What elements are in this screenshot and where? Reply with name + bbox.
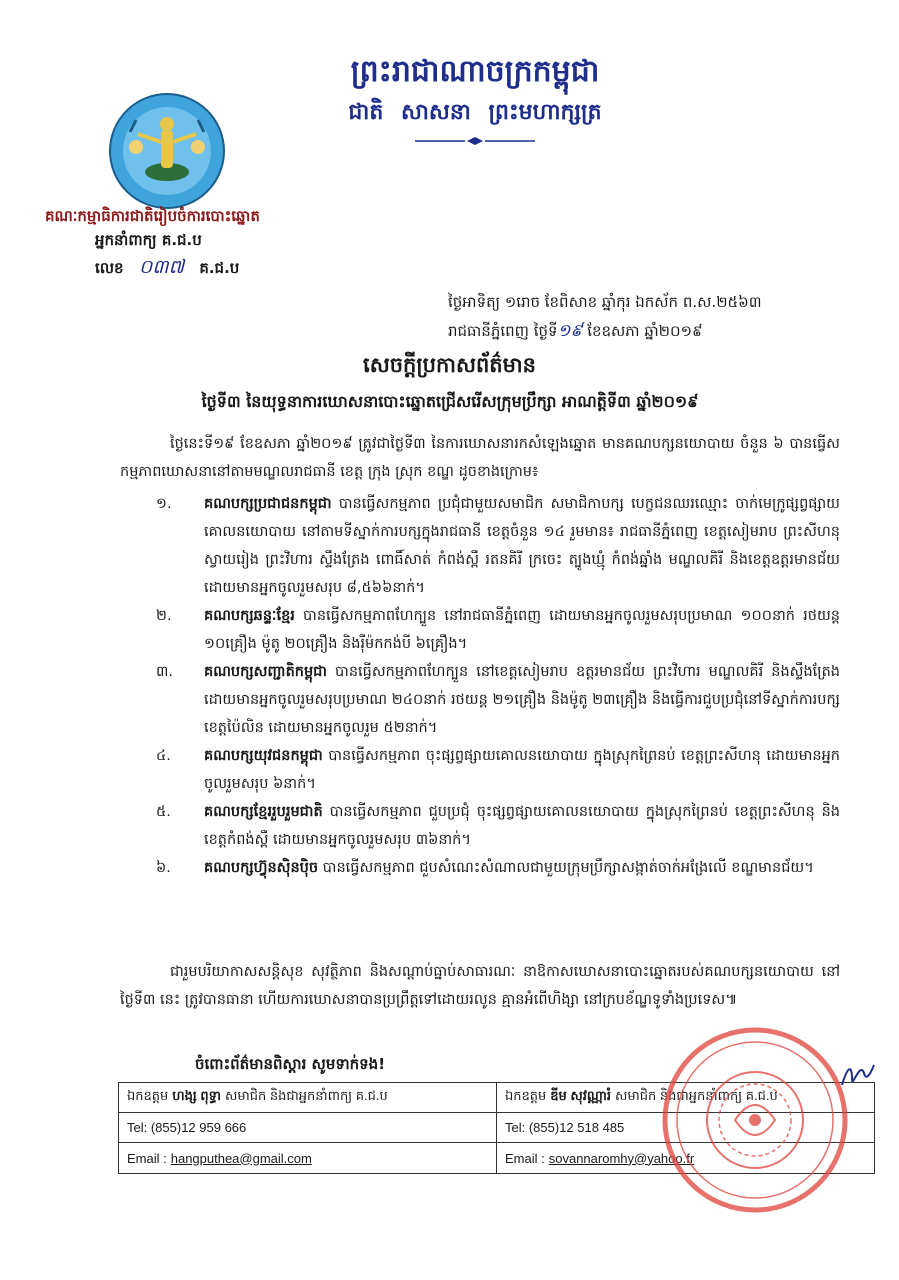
- list-item: ៥. គណបក្សខ្មែររួបរួមជាតិ បានធ្វើសកម្មភាព ជួបប្រជុំ ចុះផ្សព្វផ្សាយគោលនយោបាយ ក្នុងស្រុកព្រៃនប់ ខេត្តព្រះសីហនុ និងខេត្តកំពង់ស្ពឺ ដោយមានអ្នកចូលរួមសរុប ៣៦នាក់។: [156, 804, 840, 848]
- party-activity-list: [120, 490, 840, 882]
- ref-suffix: គ.ជ.ប: [199, 259, 240, 277]
- contact-card: [119, 1083, 497, 1173]
- contact-call-to-action: ចំពោះព័ត៌មានពិស្តារ សូមទាក់ទង!: [195, 1055, 386, 1073]
- contact-email-row: Email : sovannaromhy@yahoo.fr: [505, 1150, 695, 1166]
- intro-paragraph: ថ្ងៃនេះទី១៩ ខែឧសភា ឆ្នាំ២០១៩ ត្រូវជាថ្ងៃទី៣ នៃការឃោសនារកសំឡេងឆ្នោត មានគណបក្សនយោបាយ ចំនួន ៦ បានធ្វើសកម្មភាពឃោសនានៅតាមមណ្ឌលរាជធានី ខេត្ត ក្រុង ស្រុក ខណ្ឌ ដូចខាងក្រោម៖: [120, 436, 840, 480]
- spokesperson-label: អ្នកនាំពាក្យ គ.ជ.ប: [95, 231, 202, 249]
- document-subtitle: ថ្ងៃទី៣ នៃយុទ្ធនាការឃោសនាបោះឆ្នោតជ្រើសរើសក្រុមប្រឹក្សា អាណត្តិទី៣ ឆ្នាំ២០១៩: [201, 392, 699, 411]
- list-item: ៦. គណបក្សហ៊្វុនស៊ិនប៉ិច បានធ្វើសកម្មភាព ជួបសំណេះសំណាលជាមួយក្រុមប្រឹក្សាសង្កាត់ចាក់អង្រែលើ ខណ្ឌមានជ័យ។: [156, 860, 814, 876]
- motto-heading: ជាតិ សាសនា ព្រះមហាក្សត្រ: [348, 99, 602, 125]
- contact-email-link[interactable]: hangputhea@gmail.com: [170, 1150, 312, 1166]
- contact-tel: Tel: (855)12 959 666: [119, 1113, 496, 1143]
- list-item: ២. គណបក្សឆន្ទៈខ្មែរ បានធ្វើសកម្មភាពហែក្បួន នៅរាជធានីភ្នំពេញ ដោយមានអ្នកចូលរួមសរុបប្រមាណ ១០០នាក់ រថយន្ត ១០គ្រឿង ម៉ូតូ ២០គ្រឿង និងរ៉ឺម៉កកង់បី ៦គ្រឿង។: [156, 608, 840, 652]
- body-text: [120, 430, 840, 888]
- document-title: សេចក្តីប្រកាសព័ត៌មាន: [363, 353, 536, 377]
- list-item: ១. គណបក្សប្រជាជនកម្ពុជា បានធ្វើសកម្មភាព ប្រជុំជាមួយសមាជិក សមាជិកាបក្ស បេក្ខជនឈរឈ្មោះ ចាក់មេក្រូផ្សព្វផ្សាយគោលនយោបាយ នៅតាមទីស្នាក់ការបក្សក្នុងរាជធានី ខេត្តចំនួន ១៤ រួមមាន៖ រាជធានីភ្នំពេញ ខេត្តសៀមរាប ព្រះសីហនុ ស្វាយរៀង ព្រះវិហារ ស្ទឹងត្រែង ពោធិ៍សាត់ កំពង់ស្ពឺ រតនគិរី ក្រចេះ ត្បូងឃ្មុំ កំពង់ឆ្នាំង មណ្ឌលគិរី និងខេត្តឧត្តរមានជ័យ ដោយមានអ្នកចូលរួមសរុប ៨,៥៦៦នាក់។: [156, 496, 840, 596]
- contact-name: ហង្ស ពុទ្ធា: [172, 1088, 222, 1103]
- solar-date-day: ១៩: [557, 321, 583, 341]
- contact-name: ឌីម សុវណ្ណារំ: [550, 1088, 612, 1103]
- signature-icon: [838, 1055, 878, 1095]
- nec-emblem-icon: [108, 92, 226, 210]
- solar-date-suffix: ខែឧសភា ឆ្នាំ២០១៩: [587, 322, 703, 340]
- list-item: ៤. គណបក្សយុវជនកម្ពុជា បានធ្វើសកម្មភាព ចុះផ្សព្វផ្សាយគោលនយោបាយ ក្នុងស្រុកព្រៃនប់ ខេត្តព្រះសីហនុ ដោយមានអ្នកចូលរួមសរុប ៦នាក់។: [156, 748, 840, 792]
- contact-email-link[interactable]: sovannaromhy@yahoo.fr: [548, 1150, 695, 1166]
- closing-paragraph: ជារួមបរិយាកាសសន្តិសុខ សុវត្ថិភាព និងសណ្តាប់ធ្នាប់សាធារណៈ នាឱកាសឃោសនាបោះឆ្នោតរបស់គណបក្សនយោបាយ នៅថ្ងៃទី៣ នេះ ត្រូវបានធានា ហើយការឃោសនាបានប្រព្រឹត្តទៅដោយរលូន គ្មានអំពើហិង្សា នៅក្របខ័ណ្ឌទូទាំងប្រទេស៕: [120, 964, 840, 1008]
- reference-number: [95, 255, 239, 283]
- list-item: ៣. គណបក្សសញ្ជាតិកម្ពុជា បានធ្វើសកម្មភាពហែក្បួន នៅខេត្តសៀមរាប ឧត្តរមានជ័យ ព្រះវិហារ មណ្ឌលគិរី និងស្ទឹងត្រែង ដោយមានអ្នកចូលរួមសរុបប្រមាណ ២៤០នាក់ រថយន្ត ២១គ្រឿង និងម៉ូតូ ២៣គ្រឿង និងធ្វើការជួបប្រជុំនៅទីស្នាក់ការបក្ស ខេត្តប៉ៃលិន ដោយមានអ្នកចូលរួម ៥២នាក់។: [156, 664, 840, 736]
- party-name: គណបក្សប្រជាជនកម្ពុជា: [204, 496, 332, 512]
- contact-name-row: ឯកឧត្តម ហង្ស ពុទ្ធា សមាជិក និងជាអ្នកនាំពាក្យ គ.ជ.ប: [119, 1083, 496, 1113]
- ornament-divider-icon: [415, 136, 535, 146]
- party-name: គណបក្សឆន្ទៈខ្មែរ: [204, 608, 295, 624]
- contact-name-row: ឯកឧត្តម ឌីម សុវណ្ណារំ សមាជិក និងជាអ្នកនាំពាក្យ គ.ជ.ប: [497, 1083, 874, 1113]
- party-name: គណបក្សសញ្ជាតិកម្ពុជា: [204, 664, 327, 680]
- lunar-date: ថ្ងៃអាទិត្យ ១រោច ខែពិសាខ ឆ្នាំកុរ ឯកស័ក ព.ស.២៥៦៣: [448, 293, 762, 311]
- ref-label: លេខ: [95, 259, 124, 277]
- party-name: គណបក្សហ៊្វុនស៊ិនប៉ិច: [204, 860, 319, 876]
- party-name: គណបក្សខ្មែររួបរួមជាតិ: [204, 804, 323, 820]
- contact-tel: Tel: (855)12 518 485: [497, 1113, 874, 1143]
- ref-number-handwritten: ០៣៧: [138, 256, 185, 278]
- kingdom-heading: ព្រះរាជាណាចក្រកម្ពុជា: [350, 54, 600, 89]
- official-seal-icon: [660, 1025, 850, 1215]
- contact-email-row: Email : hangputhea@gmail.com: [127, 1150, 312, 1166]
- party-name: គណបក្សយុវជនកម្ពុជា: [204, 748, 323, 764]
- organization-name: គណៈកម្មាធិការជាតិរៀបចំការបោះឆ្នោត: [45, 207, 260, 225]
- solar-date: [448, 320, 703, 345]
- solar-date-prefix: រាជធានីភ្នំពេញ ថ្ងៃទី: [448, 322, 558, 340]
